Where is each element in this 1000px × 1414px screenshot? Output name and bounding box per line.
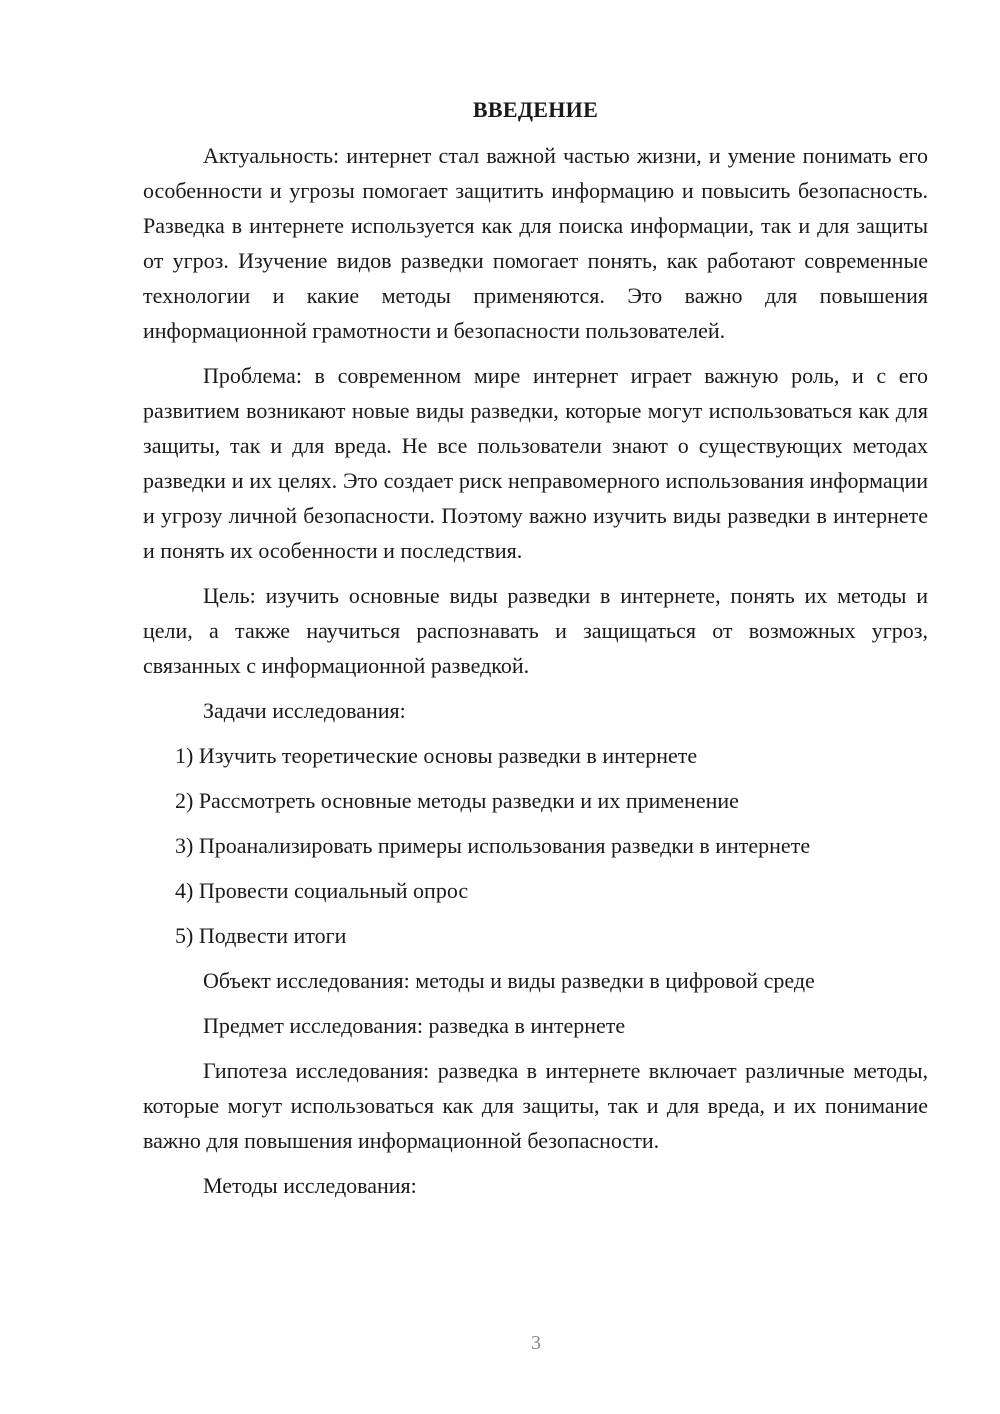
page-title: ВВЕДЕНИЕ	[472, 97, 599, 122]
page-number: 3	[531, 1332, 541, 1354]
page-content	[143, 94, 928, 1213]
task-item: 5) Подвести итоги	[175, 923, 347, 948]
task-item: 1) Изучить теоретические основы разведки в интернете	[175, 743, 698, 768]
tasks-heading: Задачи исследования:	[203, 698, 406, 723]
task-item: 4) Провести социальный опрос	[175, 878, 469, 903]
research-object: Объект исследования: методы и виды разведки в цифровой среде	[203, 968, 815, 993]
methods-heading: Методы исследования:	[203, 1173, 417, 1198]
paragraph-problem: Проблема: в современном мире интернет играет важную роль, и с его развитием возникают новые виды разведки, которые могут использоваться как для защиты, так и для вреда. Не все пользователи знают о существующих методах разведки и их целях. Это создает риск неправомерного использования информации и угрозу личной безопасности. Поэтому важно изучить виды разведки в интернете и понять их особенности и последствия.	[143, 363, 928, 563]
task-item: 3) Проанализировать примеры использования разведки в интернете	[175, 833, 811, 858]
task-item: 2) Рассмотреть основные методы разведки и их применение	[175, 788, 739, 813]
paragraph-goal: Цель: изучить основные виды разведки в интернете, понять их методы и цели, а также научиться распознавать и защищаться от возможных угроз, связанных с информационной разведкой.	[143, 583, 928, 678]
paragraph-relevance: Актуальность: интернет стал важной частью жизни, и умение понимать его особенности и угрозы помогает защитить информацию и повысить безопасность. Разведка в интернете используется как для поиска информации, так и для защиты от угроз. Изучение видов разведки помогает понять, как работают современные технологии и какие методы применяются. Это важно для повышения информационной грамотности и безопасности пользователей.	[143, 143, 928, 343]
research-hypothesis: Гипотеза исследования: разведка в интернете включает различные методы, которые могут использоваться как для защиты, так и для вреда, и их понимание важно для повышения информационной безопасности.	[143, 1058, 928, 1153]
task-list	[143, 738, 928, 953]
research-subject: Предмет исследования: разведка в интернете	[203, 1013, 626, 1038]
